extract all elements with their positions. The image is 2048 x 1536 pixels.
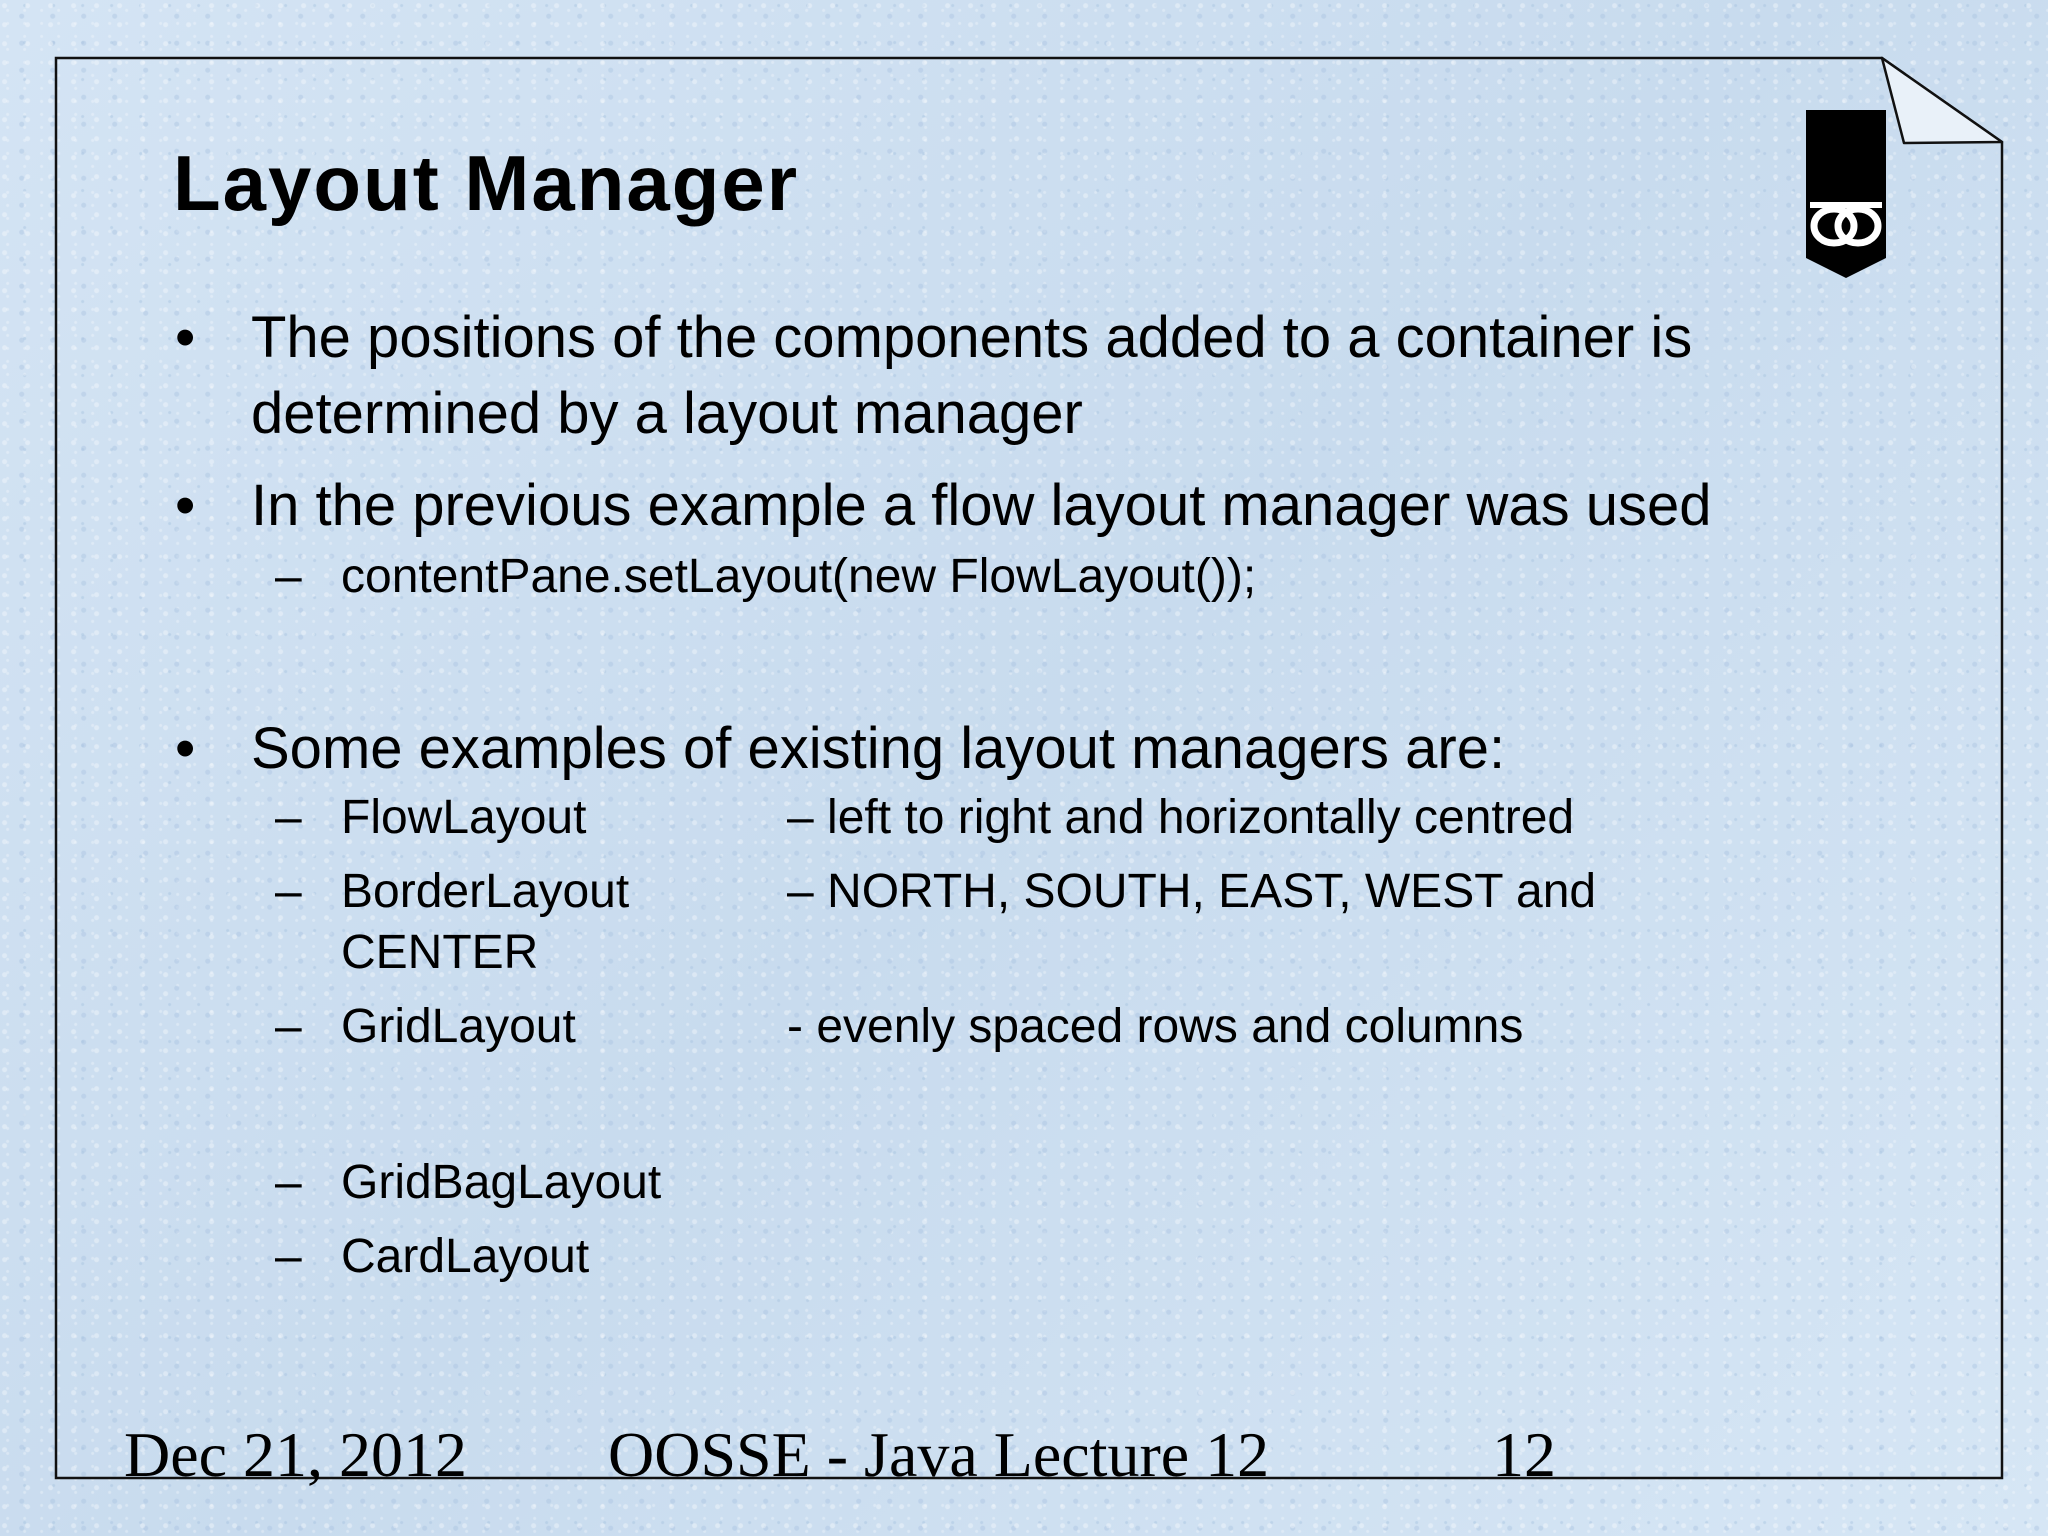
bullet-item <box>175 300 1855 452</box>
university-crest-icon <box>1806 110 1886 278</box>
slide-footer <box>0 1418 2048 1498</box>
slide-content <box>175 300 1855 1287</box>
bullet-text: The positions of the components added to a container is determined by a layout manager <box>251 305 1693 446</box>
dash-marker: – <box>275 865 302 918</box>
dash-marker: – <box>275 550 302 603</box>
sub-bullet-item <box>175 1152 1855 1213</box>
sub-bullet-continuation: CENTER <box>341 926 539 979</box>
sub-bullet-item <box>175 1226 1855 1287</box>
bullet-marker: • <box>175 716 196 781</box>
bullet-item <box>175 468 1855 544</box>
bullet-marker: • <box>175 305 196 370</box>
bullet-item <box>175 711 1855 787</box>
bullet-text: Some examples of existing layout managers are: <box>251 716 1506 781</box>
dash-marker: – <box>275 791 302 844</box>
dash-marker: – <box>275 1000 302 1053</box>
sub-bullet-text: CardLayout <box>341 1230 590 1283</box>
sub-bullet-text: FlowLayout <box>341 791 587 844</box>
sub-bullet-text: BorderLayout <box>341 865 630 918</box>
layout-description: – left to right and horizontally centred <box>787 791 1575 844</box>
sub-bullet-text: GridBagLayout <box>341 1156 662 1209</box>
dash-marker: – <box>275 1156 302 1209</box>
bullet-marker: • <box>175 473 196 538</box>
sub-bullet-item <box>175 861 1855 983</box>
footer-date: Dec 21, 2012 <box>124 1419 468 1490</box>
sub-bullet-text: GridLayout <box>341 1000 576 1053</box>
bullet-text: In the previous example a flow layout manager was used <box>251 473 1712 538</box>
sub-bullet-text: contentPane.setLayout(new FlowLayout()); <box>341 550 1257 603</box>
sub-bullet-item <box>175 546 1855 607</box>
layout-description: - evenly spaced rows and columns <box>787 1000 1524 1053</box>
layout-description: – NORTH, SOUTH, EAST, WEST and <box>787 865 1597 918</box>
footer-page-number: 12 <box>1492 1419 1556 1490</box>
sub-bullet-item <box>175 996 1855 1057</box>
dash-marker: – <box>275 1230 302 1283</box>
sub-bullet-item <box>175 787 1855 848</box>
footer-course: OOSSE - Java Lecture 12 <box>608 1419 1270 1490</box>
slide-title: Layout Manager <box>173 139 800 227</box>
